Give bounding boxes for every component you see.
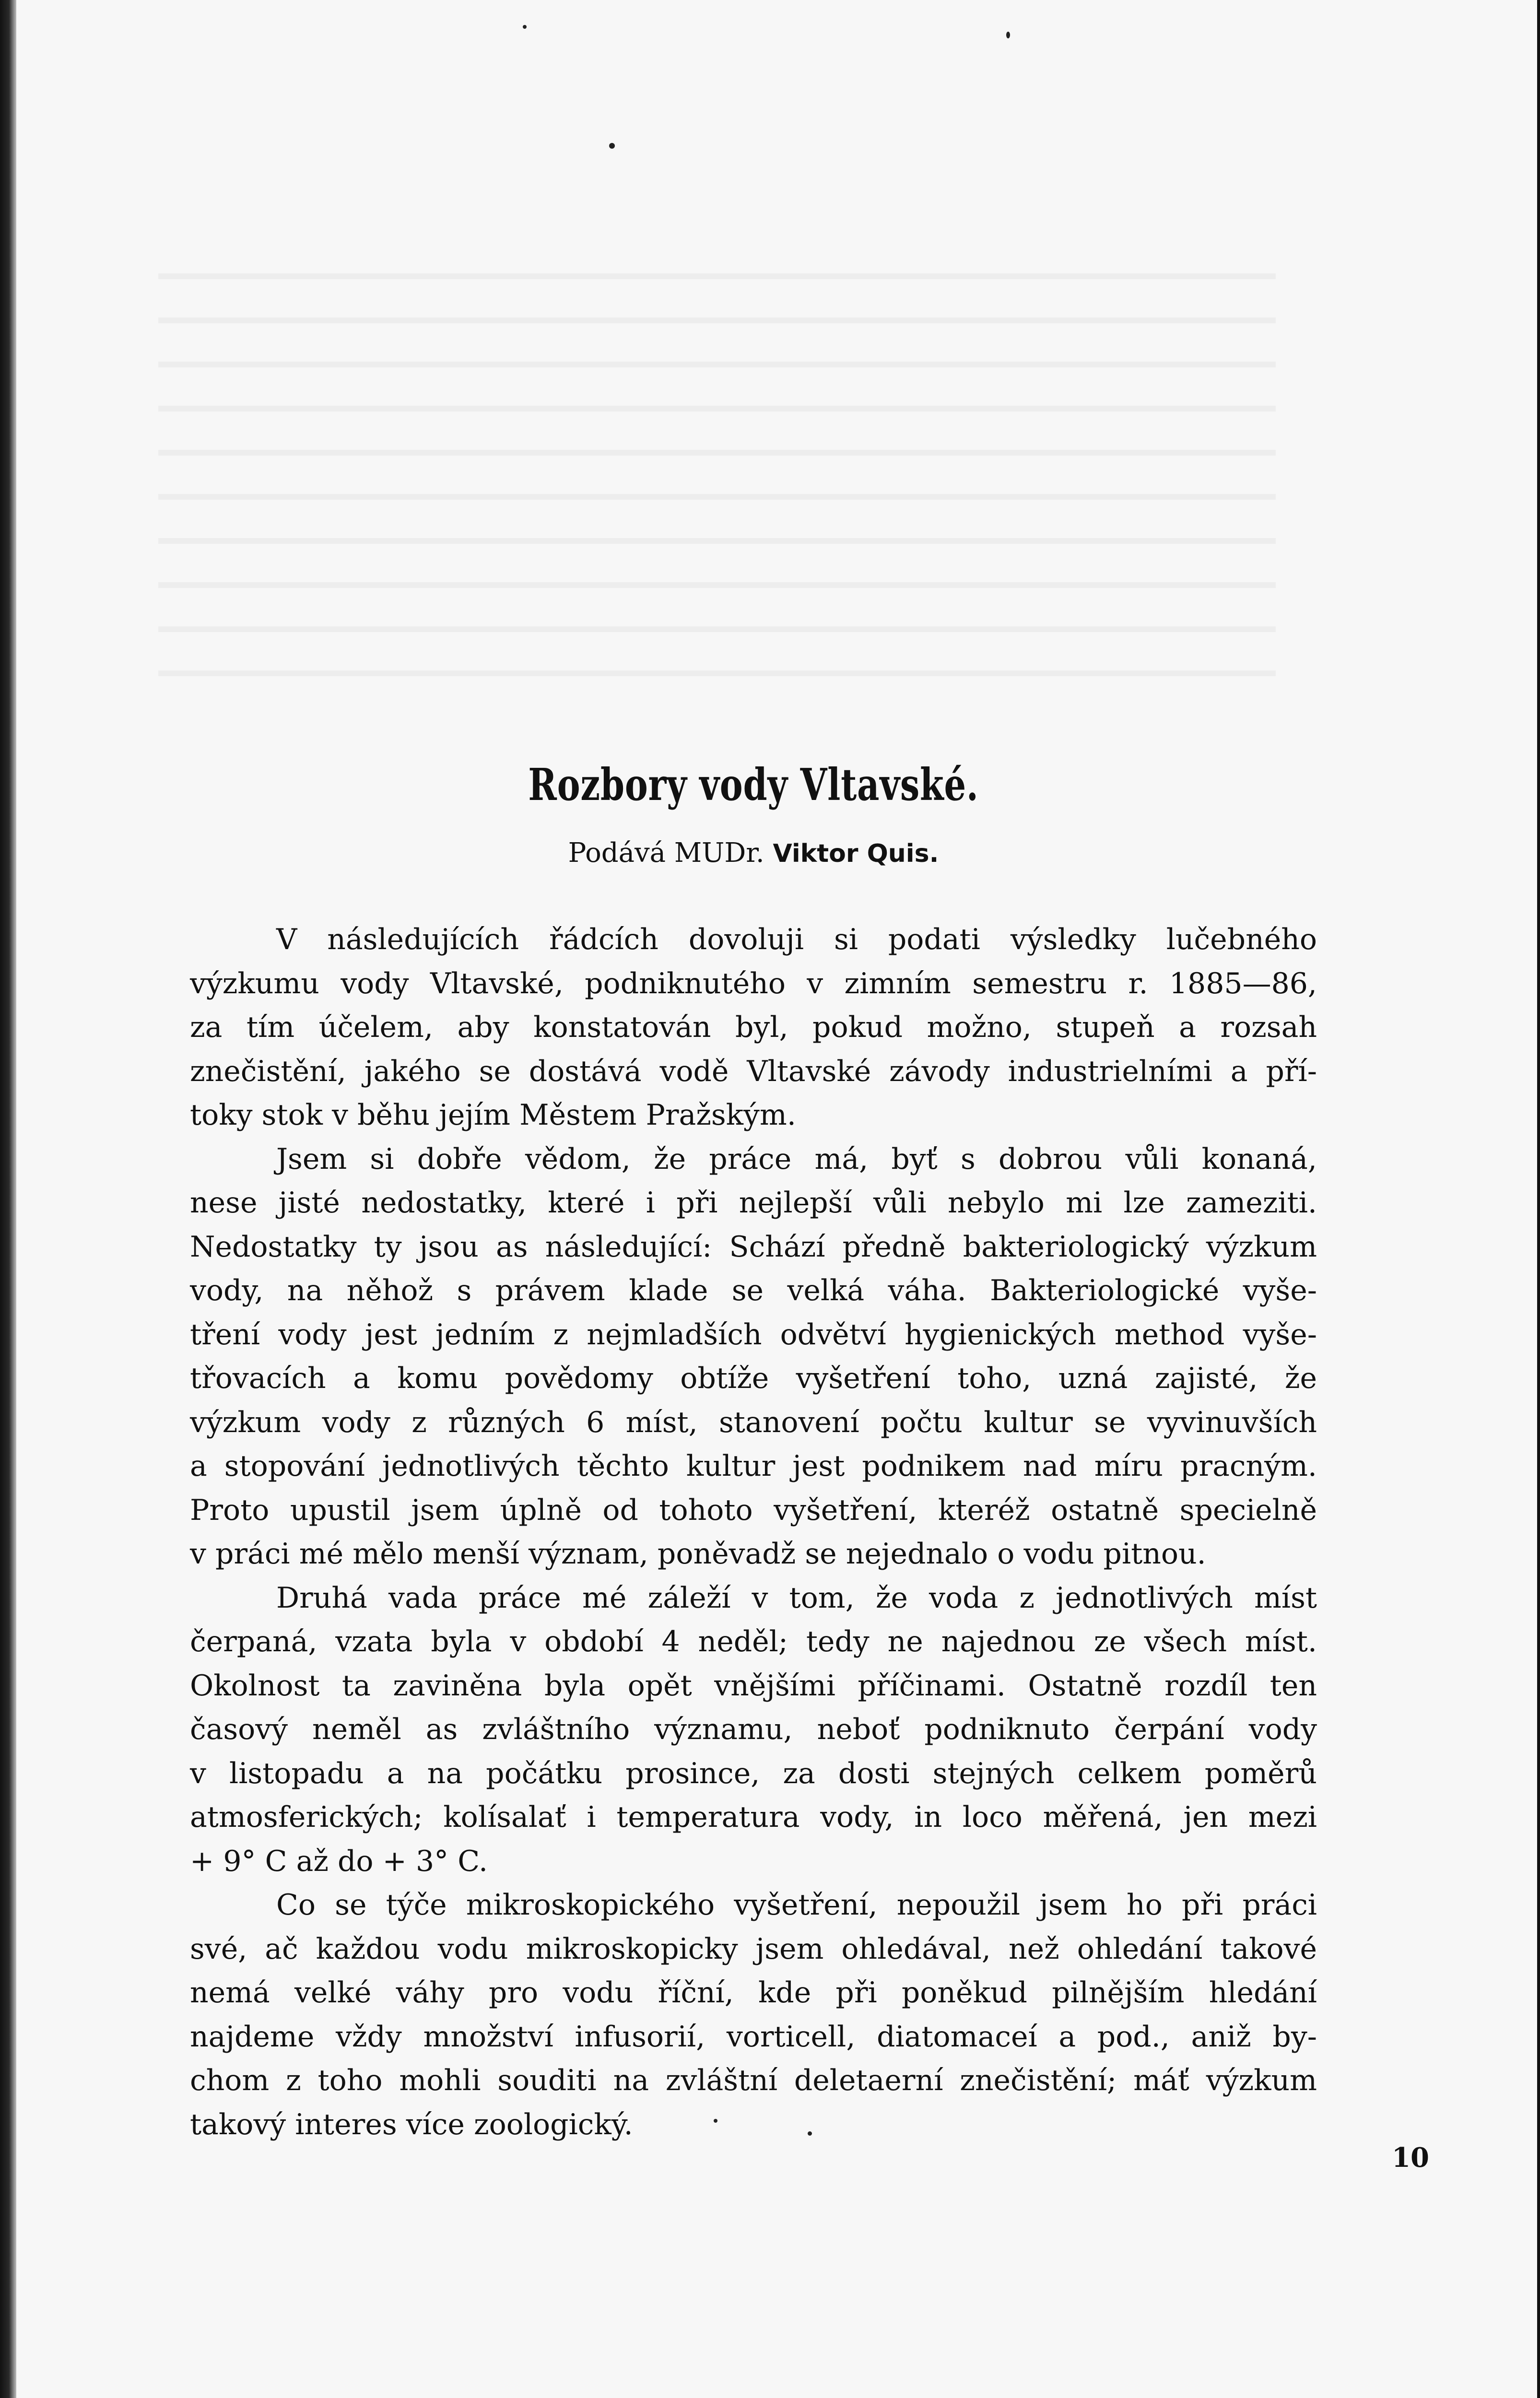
byline-prefix: Podává MUDr.: [568, 837, 764, 869]
text-line: chom z toho mohli souditi na zvláštní deletaerní znečistění; máť výzkum: [190, 2064, 1317, 2097]
text-line: toky stok v běhu jejím Městem Pražským.: [190, 1098, 796, 1132]
page-number: 10: [1392, 2142, 1429, 2174]
article-title: Rozbory vody Vltavské.: [528, 759, 979, 811]
text-line: tření vody jest jedním z nejmladších odvětví hygienických method vyše-: [190, 1317, 1317, 1352]
text-line: Nedostatky ty jsou as následující: Schází předně bakteriologický výzkum: [190, 1230, 1317, 1264]
text-line: najdeme vždy množství infusorií, vorticell, diatomaceí a pod., aniž by-: [190, 2020, 1317, 2054]
show-through-text: [158, 249, 1276, 681]
text-line: Okolnost ta zaviněna byla opět vnějšími příčinami. Ostatně rozdíl ten: [190, 1669, 1317, 1703]
text-line: své, ač každou vodu mikroskopicky jsem ohledával, než ohledání takové: [190, 1932, 1317, 1966]
text-line: V následujících řádcích dovoluji si podati výsledky lučebného: [276, 923, 1317, 956]
text-line: nese jisté nedostatky, které i při nejlepší vůli nebylo mi lze zameziti.: [190, 1186, 1317, 1220]
text-line: znečistění, jakého se dostává vodě Vltavské závody industrielními a pří-: [190, 1054, 1317, 1088]
text-line: třovacích a komu povědomy obtíže vyšetření toho, uzná zajisté, že: [190, 1362, 1317, 1395]
text-line: Jsem si dobře vědom, že práce má, byť s dobrou vůli konaná,: [276, 1142, 1317, 1176]
text-line: v práci mé mělo menší význam, poněvadž se nejednalo o vodu pitnou.: [190, 1537, 1206, 1571]
author-name: Viktor Quis.: [773, 839, 939, 868]
scan-border-left: [0, 0, 16, 2398]
text-line: časový neměl as zvláštního významu, neboť podniknuto čerpání vody: [190, 1713, 1317, 1746]
text-line: výzkum vody z různých 6 míst, stanovení počtu kultur se vyvinuvších: [190, 1405, 1317, 1439]
text-line: takový interes více zoologický.: [190, 2107, 633, 2141]
text-line: čerpaná, vzata byla v období 4 neděl; tedy ne najednou ze všech míst.: [190, 1625, 1317, 1658]
article-body: [190, 918, 1317, 2147]
text-line: Co se týče mikroskopického vyšetření, nepoužil jsem ho při práci: [276, 1888, 1317, 1922]
text-line: Druhá vada práce mé záleží v tom, že voda z jednotlivých míst: [276, 1581, 1317, 1615]
scan-speck: [609, 143, 615, 149]
text-line: nemá velké váhy pro vodu říční, kde při poněkud pilnějším hledání: [190, 1976, 1317, 2010]
text-line: a stopování jednotlivých těchto kultur jest podnikem nad míru pracným.: [190, 1449, 1317, 1483]
text-line: vody, na něhož s právem klade se velká váha. Bakteriologické vyše-: [190, 1274, 1317, 1307]
scan-border-right: [1537, 0, 1540, 2398]
text-line: + 9° C až do + 3° C.: [190, 1844, 488, 1878]
text-line: atmosferických; kolísalať i temperatura vody, in loco měřená, jen mezi: [190, 1800, 1317, 1834]
text-line: za tím účelem, aby konstatován byl, pokud možno, stupeň a rozsah: [190, 1011, 1317, 1044]
text-line: v listopadu a na počátku prosince, za dosti stejných celkem poměrů: [190, 1756, 1317, 1790]
byline: [190, 837, 1317, 869]
text-line: Proto upustil jsem úplně od tohoto vyšetření, kteréž ostatně specielně: [190, 1493, 1317, 1527]
scan-speck: [1006, 32, 1010, 38]
text-line: výzkumu vody Vltavské, podniknutého v zimním semestru r. 1885—86,: [190, 966, 1317, 1000]
scan-speck: [523, 25, 527, 29]
